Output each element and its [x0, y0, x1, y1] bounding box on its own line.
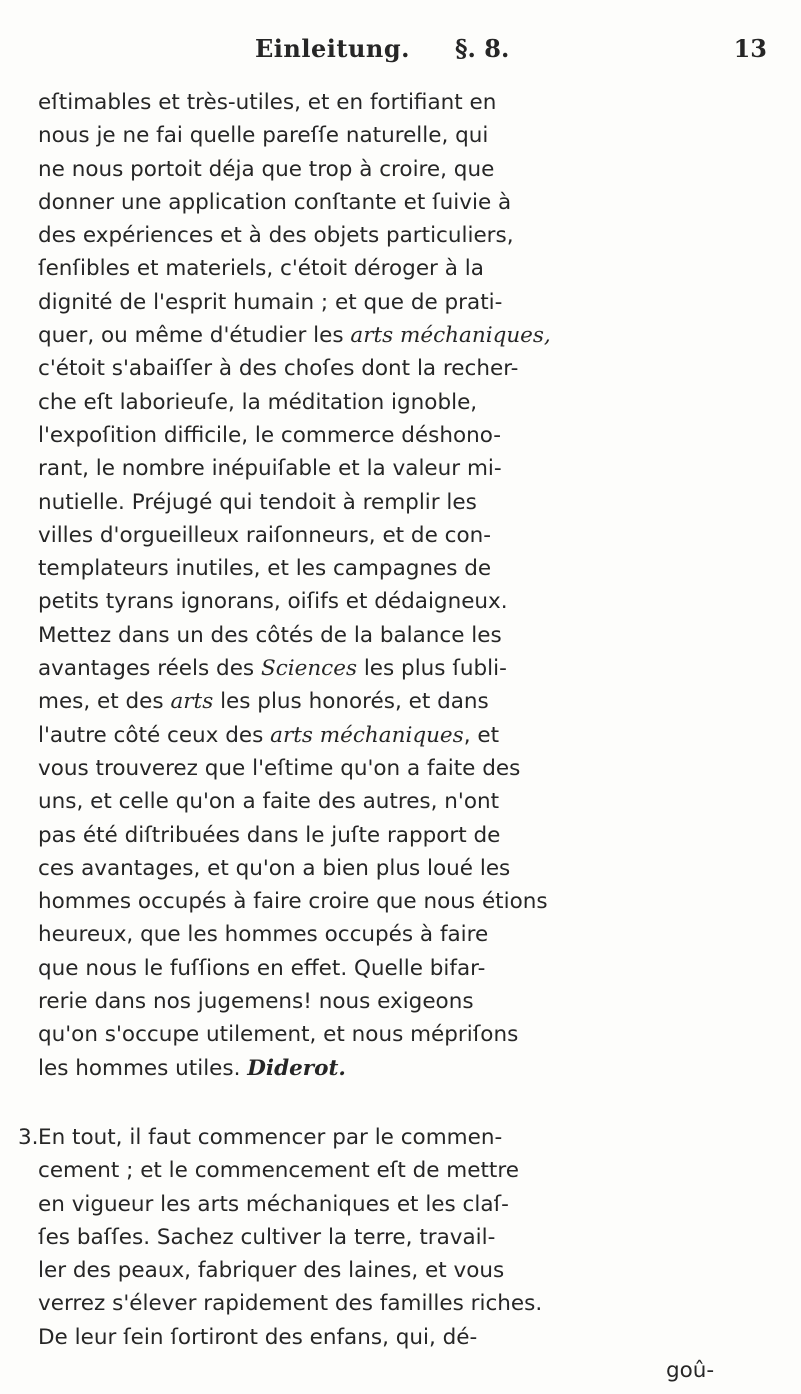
text-segment: les hommes utiles.	[38, 1055, 241, 1081]
text-line: en vigueur les arts méchaniques et les claſ-	[38, 1191, 509, 1217]
text-line: pas été diſtribuées dans le juſte rapport de	[38, 822, 501, 848]
author-attribution: Diderot.	[247, 1055, 346, 1081]
text-segment: mes, et des	[38, 689, 164, 715]
text-line: l'expoſition difficile, le commerce déshono-	[38, 422, 502, 448]
text-line: templateurs inutiles, et les campagnes de	[38, 556, 492, 582]
text-line: des expériences et à des objets particuliers,	[38, 223, 514, 249]
text-line: uns, et celle qu'on a faite des autres, n'ont	[38, 789, 500, 815]
text-line-with-author	[38, 1052, 773, 1085]
text-segment: l'autre côté ceux des	[38, 722, 264, 748]
running-head-section: §. 8.	[455, 34, 510, 63]
running-head	[255, 30, 775, 74]
text-segment: quer, ou même d'étudier les	[38, 323, 344, 349]
text-segment: , et	[463, 722, 500, 748]
paragraph-3-first-line	[18, 1121, 773, 1154]
text-line: villes d'orgueilleux raiſonneurs, et de con-	[38, 522, 492, 548]
italic-term: Sciences	[260, 656, 357, 682]
text-line: hommes occupés à faire croire que nous étions	[38, 889, 548, 915]
text-line: que nous le fuſſions en effet. Quelle bifar-	[38, 955, 486, 981]
paragraph-gap	[38, 1085, 773, 1121]
text-line: verrez s'élever rapidement des familles riches.	[38, 1291, 543, 1317]
body-text	[18, 86, 773, 1387]
text-line: De leur ſein ſortiront des enfans, qui, dé-	[38, 1324, 478, 1350]
text-line: eſtimables et très-utiles, et en fortifiant en	[38, 90, 497, 115]
text-line: ſenſibles et materiels, c'étoit déroger à la	[38, 256, 484, 282]
text-line: heureux, que les hommes occupés à faire	[38, 922, 489, 948]
text-line: che eſt laborieuſe, la méditation ignoble,	[38, 389, 478, 415]
italic-term: arts méchaniques	[270, 722, 464, 748]
text-line: nutielle. Préjugé qui tendoit à remplir les	[38, 489, 477, 515]
text-line: dignité de l'esprit humain ; et que de prati-	[38, 289, 503, 315]
text-line: petits tyrans ignorans, oiſifs et dédaigneux.	[38, 589, 508, 615]
text-line: ſes baſſes. Sachez cultiver la terre, travail-	[38, 1224, 496, 1250]
italic-term: arts méchaniques,	[350, 323, 551, 349]
text-line: vous trouverez que l'eſtime qu'on a faite des	[38, 755, 521, 781]
catchword: goû-	[666, 1357, 715, 1383]
text-line: ces avantages, et qu'on a bien plus loué les	[38, 855, 511, 881]
text-line-with-italic	[38, 685, 773, 718]
paragraph-number: 3.	[18, 1124, 39, 1150]
text-line: ne nous portoit déja que trop à croire, que	[38, 156, 495, 182]
text-line: rant, le nombre inépuiſable et la valeur mi-	[38, 456, 502, 482]
text-line: Mettez dans un des côtés de la balance les	[38, 622, 502, 648]
text-segment: les plus honorés, et dans	[213, 689, 489, 715]
text-line-with-italic	[38, 319, 773, 352]
text-segment: avantages réels des	[38, 656, 255, 682]
italic-term: arts	[170, 689, 214, 715]
text-line-with-italic	[38, 652, 773, 685]
text-segment: En tout, il faut commencer par le commen-	[38, 1124, 503, 1150]
text-line: donner une application conſtante et ſuivie à	[38, 189, 512, 215]
text-line: nous je ne fai quelle pareſſe naturelle, qui	[38, 123, 489, 149]
text-line: qu'on s'occupe utilement, et nous mépriſons	[38, 1022, 519, 1048]
text-line: rerie dans nos jugemens! nous exigeons	[38, 989, 474, 1015]
text-line: cement ; et le commencement eſt de mettre	[38, 1158, 519, 1184]
text-segment: les plus ſubli-	[356, 656, 507, 682]
page-number: 13	[733, 34, 767, 63]
text-line: c'étoit s'abaiſſer à des choſes dont la recher-	[38, 356, 519, 382]
running-head-title: Einleitung.	[255, 34, 410, 63]
text-line: ler des peaux, fabriquer des laines, et vous	[38, 1258, 505, 1284]
text-line-with-italic	[38, 719, 773, 752]
